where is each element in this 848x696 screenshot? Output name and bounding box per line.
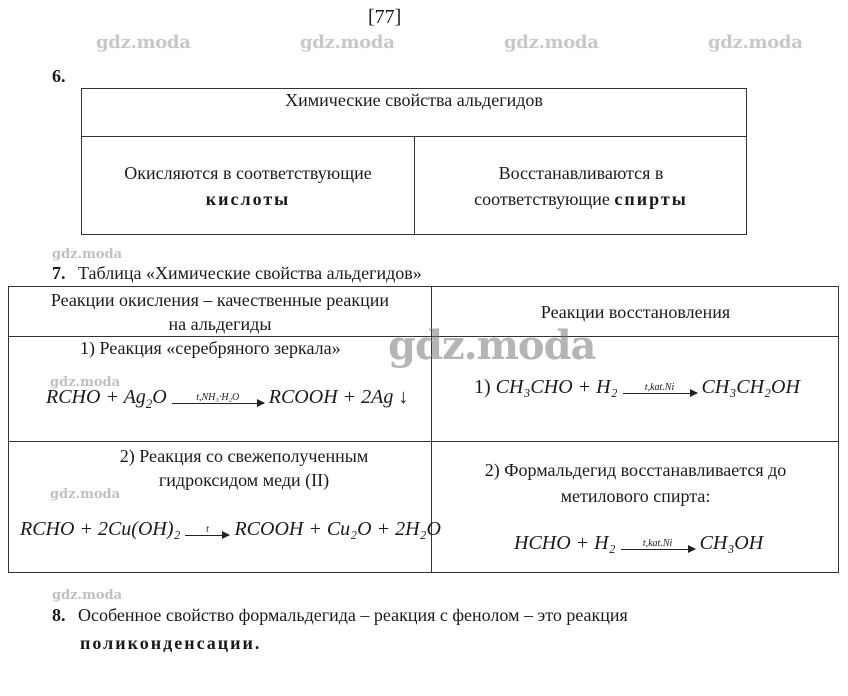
task7-number: 7. xyxy=(52,263,66,283)
page-number: [77] xyxy=(368,6,402,28)
formula-lhs: HCHO + H₂ xyxy=(514,532,616,554)
reaction-arrow xyxy=(185,525,229,536)
formaldehyde-reduction-formula xyxy=(514,532,763,555)
formula-rhs: CH₃OH xyxy=(699,532,764,554)
formula-rhs: RCOOH + Cu₂O + 2H₂O xyxy=(234,518,441,540)
reaction-arrow xyxy=(172,393,264,404)
formula-sub: 2 xyxy=(145,396,153,411)
watermark: gdz.moda xyxy=(52,247,123,262)
task7-right-row2-title-2: метилового спирта: xyxy=(560,486,711,506)
arrow-condition: t xyxy=(206,523,209,535)
task8-number: 8. xyxy=(52,605,66,625)
watermark: gdz.moda xyxy=(50,375,121,390)
task6-left-cell xyxy=(82,160,414,212)
arrow-line xyxy=(185,535,229,536)
task7-right-row2-title-1: 2) Формальдегид восстанавливается до xyxy=(484,460,787,480)
watermark: gdz.moda xyxy=(300,32,395,53)
watermark-large: gdz.moda xyxy=(388,322,596,369)
formula-rhs: CH₃CH₂OH xyxy=(701,376,800,398)
formula-lhs: RCHO + 2Cu(OH)₂ xyxy=(20,518,181,540)
arrow-condition: t,kat.Ni xyxy=(642,537,673,549)
formula-lhs-tail: O xyxy=(152,386,167,408)
task6-right-text-1: Восстанавливаются в xyxy=(498,163,664,183)
task7-divider xyxy=(8,441,839,442)
reaction-arrow xyxy=(621,539,695,550)
task8-text: Особенное свойство формальдегида – реакция с фенолом – это реакция xyxy=(78,605,628,625)
task6-table-header: Химические свойства альдегидов xyxy=(285,90,543,110)
arrow-condition: t,kat.Ni xyxy=(644,381,675,393)
formula-lhs: RCHO + Ag xyxy=(46,386,146,408)
task6-right-bold: спирты xyxy=(614,189,688,209)
formula-lhs: CH₃CHO + H₂ xyxy=(495,376,618,398)
task7-left-row2-title xyxy=(9,444,479,492)
watermark: gdz.moda xyxy=(52,588,123,603)
silver-mirror-formula xyxy=(46,386,408,412)
watermark: gdz.moda xyxy=(708,32,803,53)
task8-bold: поликонденсации. xyxy=(80,633,262,653)
arrow-line xyxy=(621,549,695,550)
task7-right-header: Реакции восстановления xyxy=(540,302,731,322)
task6-number: 6. xyxy=(52,66,66,86)
arrow-line xyxy=(623,393,697,394)
arrow-line xyxy=(172,403,264,404)
task8 xyxy=(52,601,628,657)
arrow-condition: t,NH₃·H₂O xyxy=(196,391,240,403)
task7-left-header-2: на альдегиды xyxy=(168,314,272,334)
formula-prefix: 1) xyxy=(474,376,491,398)
task7-title-line xyxy=(52,263,422,284)
task7-right-row2-title xyxy=(432,457,839,509)
task7-title: Таблица «Химические свойства альдегидов» xyxy=(78,263,422,283)
copper-hydroxide-formula xyxy=(20,518,441,541)
watermark: gdz.moda xyxy=(96,32,191,53)
task6-right-text-2: соответствующие xyxy=(474,189,610,209)
task7-left-row2-title-1: 2) Реакция со свежеполученным xyxy=(119,446,369,466)
task6-left-bold: кислоты xyxy=(205,189,291,209)
task7-left-row2-title-2: гидроксидом меди (II) xyxy=(158,470,330,490)
task6-left-text: Окисляются в соответствующие xyxy=(124,163,372,183)
formula-rhs: RCOOH + 2Ag ↓ xyxy=(268,386,409,408)
task6-right-cell xyxy=(415,160,747,212)
reaction-arrow xyxy=(623,383,697,394)
task7-left-row1-title: 1) Реакция «серебряного зеркала» xyxy=(80,338,341,358)
watermark: gdz.moda xyxy=(504,32,599,53)
task7-left-header-1: Реакции окисления – качественные реакции xyxy=(50,290,390,310)
acetaldehyde-reduction-formula xyxy=(474,376,800,399)
task7-left-header xyxy=(9,288,431,336)
watermark: gdz.moda xyxy=(50,487,121,502)
